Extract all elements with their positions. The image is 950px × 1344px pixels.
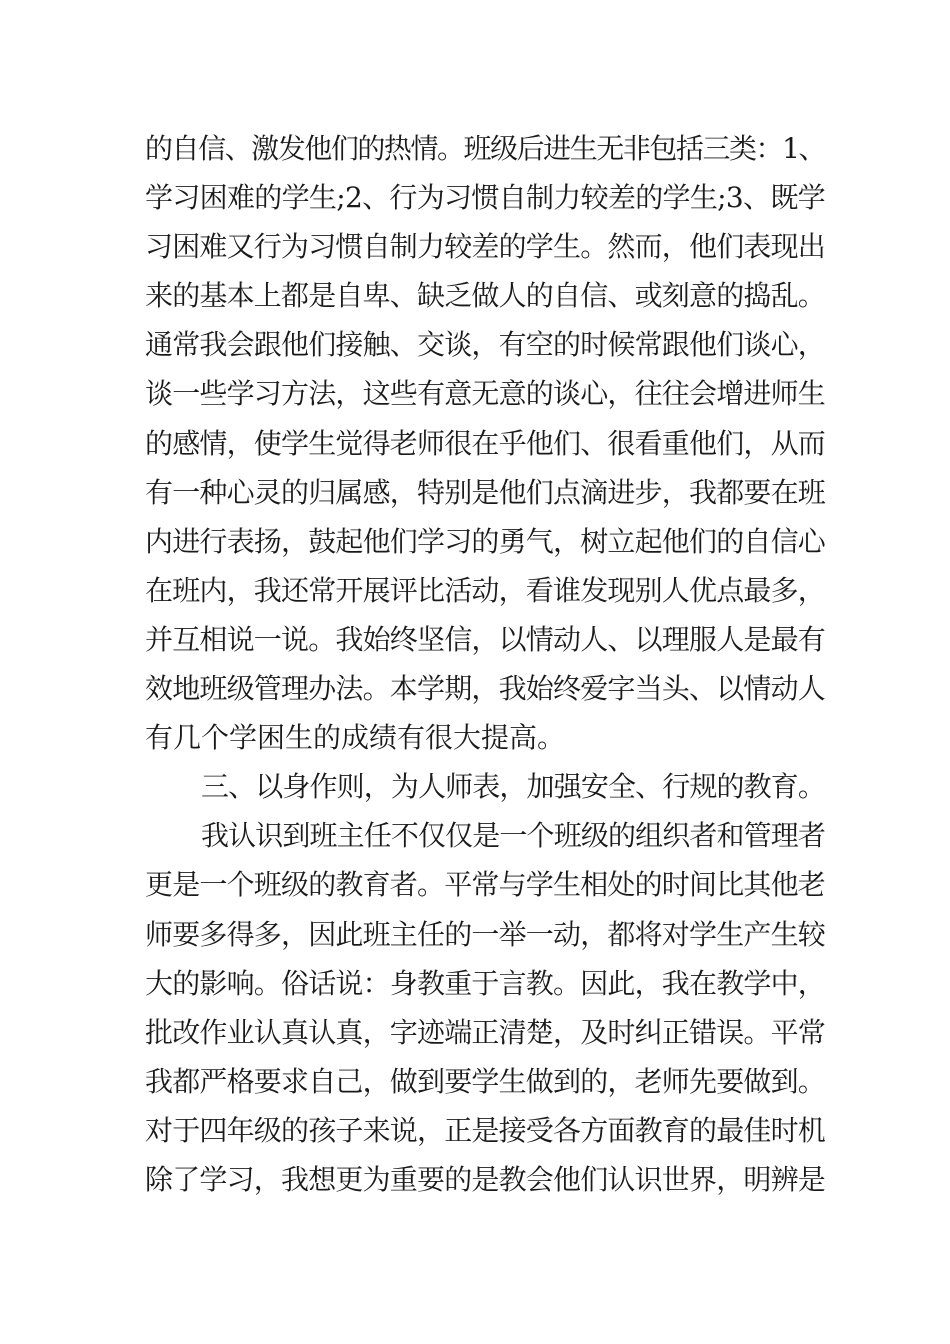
- text-line: 的感情，使学生觉得老师很在乎他们、很看重他们，从而: [145, 426, 825, 460]
- text-line: 学习困难的学生;2、行为习惯自制力较差的学生;3、既学: [145, 181, 825, 215]
- text-line: 的自信、激发他们的热情。班级后进生无非包括三类：1、: [145, 132, 825, 165]
- text-line: 除了学习，我想更为重要的是教会他们认识世界，明辨是: [145, 1162, 825, 1196]
- text-line: 有几个学困生的成绩有很大提高。: [145, 721, 566, 755]
- text-line: 在班内，我还常开展评比活动，看谁发现别人优点最多，: [145, 573, 825, 607]
- text-line: 并互相说一说。我始终坚信，以情动人、以理服人是最有: [145, 622, 825, 656]
- text-line: 效地班级管理办法。本学期，我始终爱字当头、以情动人: [145, 672, 825, 706]
- text-line: 批改作业认真认真，字迹端正清楚，及时纠正错误。平常: [145, 1015, 825, 1049]
- text-line: 对于四年级的孩子来说，正是接受各方面教育的最佳时机: [145, 1113, 825, 1147]
- text-line: 谈一些学习方法，这些有意无意的谈心，往往会增进师生: [145, 377, 825, 411]
- text-line: 三、以身作则，为人师表，加强安全、行规的教育。: [201, 770, 825, 804]
- text-line: 大的影响。俗话说：身教重于言教。因此，我在教学中，: [145, 966, 825, 1000]
- text-line: 通常我会跟他们接触、交谈，有空的时候常跟他们谈心，: [145, 328, 825, 362]
- text-line: 习困难又行为习惯自制力较差的学生。然而，他们表现出: [145, 230, 825, 264]
- text-line: 我认识到班主任不仅仅是一个班级的组织者和管理者: [201, 819, 825, 853]
- text-line: 我都严格要求自己，做到要学生做到的，老师先要做到。: [145, 1064, 825, 1098]
- body-text: [145, 124, 825, 1204]
- text-line: 有一种心灵的归属感，特别是他们点滴进步，我都要在班: [145, 475, 825, 509]
- text-line: 内进行表扬，鼓起他们学习的勇气，树立起他们的自信心: [145, 524, 825, 558]
- text-line: 来的基本上都是自卑、缺乏做人的自信、或刻意的捣乱。: [145, 279, 825, 313]
- text-line: 更是一个班级的教育者。平常与学生相处的时间比其他老: [145, 868, 825, 902]
- text-line: 师要多得多，因此班主任的一举一动，都将对学生产生较: [145, 917, 825, 951]
